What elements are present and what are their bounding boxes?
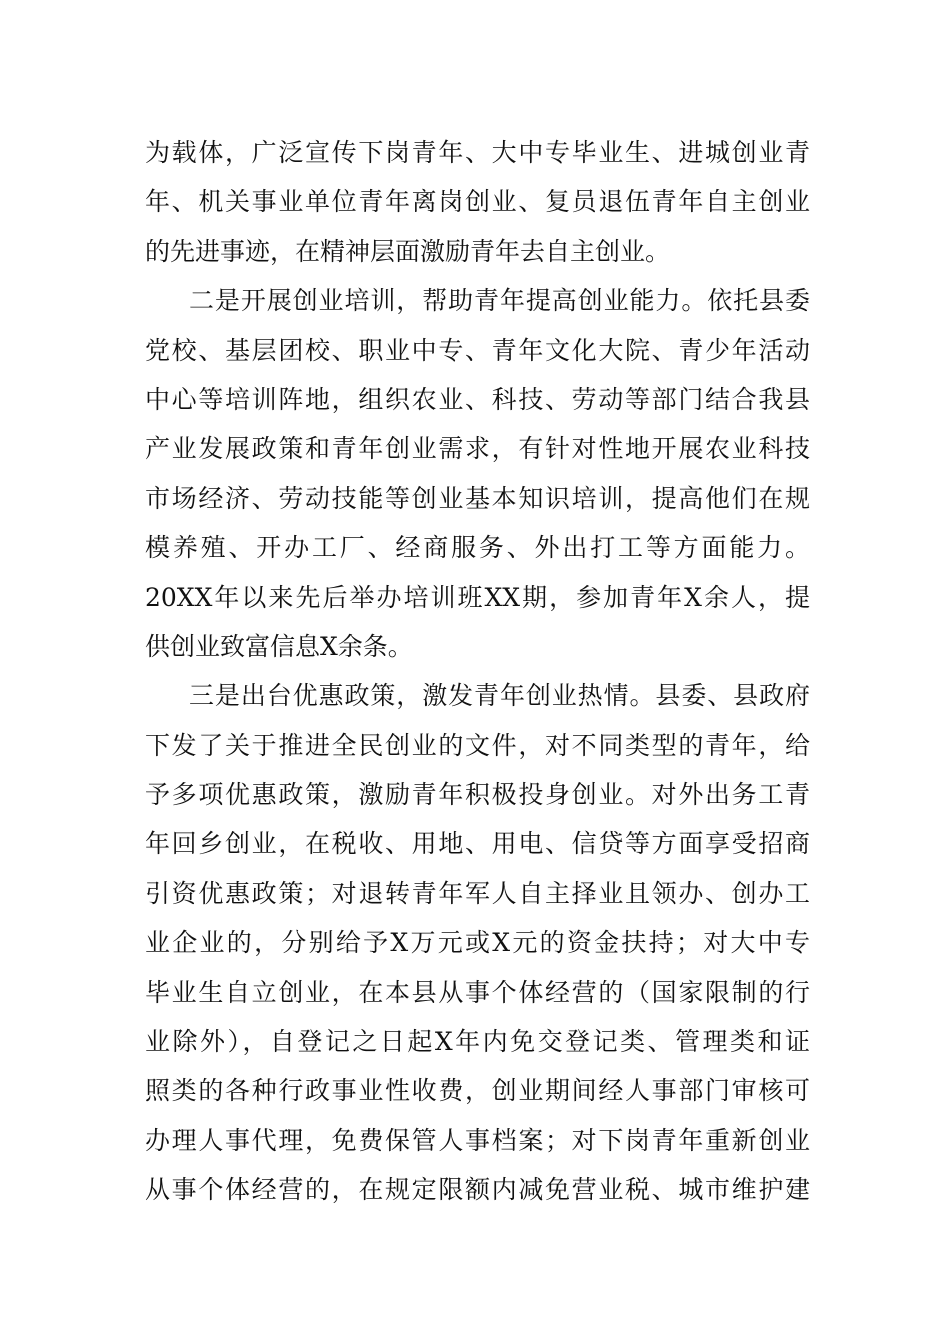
text-line: 年回乡创业，在税收、用地、用电、信贷等方面享受招商 — [145, 829, 810, 859]
text-line: 毕业生自立创业，在本县从事个体经营的（国家限制的行 — [145, 977, 810, 1007]
paragraph-first-line: 二是开展创业培训，帮助青年提高创业能力。依托县委 — [189, 286, 810, 316]
text-line: 的先进事迹，在精神层面激励青年去自主创业。 — [145, 236, 671, 266]
text-line: 20XX年以来先后举办培训班XX期，参加青年X余人，提 — [145, 582, 810, 612]
text-line: 市场经济、劳动技能等创业基本知识培训，提高他们在规 — [145, 483, 810, 513]
text-line: 业企业的，分别给予X万元或X元的资金扶持；对大中专 — [145, 928, 810, 958]
text-line: 党校、基层团校、职业中专、青年文化大院、青少年活动 — [145, 335, 810, 365]
text-line: 照类的各种行政事业性收费，创业期间经人事部门审核可 — [145, 1076, 810, 1106]
text-line: 产业发展政策和青年创业需求，有针对性地开展农业科技 — [145, 434, 810, 464]
text-line: 办理人事代理，免费保管人事档案；对下岗青年重新创业 — [145, 1125, 810, 1155]
text-line: 下发了关于推进全民创业的文件，对不同类型的青年，给 — [145, 730, 810, 760]
text-line: 模养殖、开办工厂、经商服务、外出打工等方面能力。 — [145, 533, 810, 563]
paragraph-first-line: 三是出台优惠政策，激发青年创业热情。县委、县政府 — [189, 681, 810, 711]
text-line: 为载体，广泛宣传下岗青年、大中专毕业生、进城创业青 — [145, 138, 810, 167]
text-line: 业除外），自登记之日起X年内免交登记类、管理类和证 — [145, 1027, 810, 1057]
text-line: 引资优惠政策；对退转青年军人自主择业且领办、创办工 — [145, 878, 810, 908]
body-text — [145, 128, 810, 1215]
text-line: 从事个体经营的，在规定限额内减免营业税、城市维护建 — [145, 1175, 810, 1205]
text-line: 供创业致富信息X余条。 — [145, 631, 413, 661]
text-line: 予多项优惠政策，激励青年积极投身创业。对外出务工青 — [145, 780, 810, 810]
text-line: 年、机关事业单位青年离岗创业、复员退伍青年自主创业 — [145, 187, 810, 217]
text-line: 中心等培训阵地，组织农业、科技、劳动等部门结合我县 — [145, 384, 810, 414]
